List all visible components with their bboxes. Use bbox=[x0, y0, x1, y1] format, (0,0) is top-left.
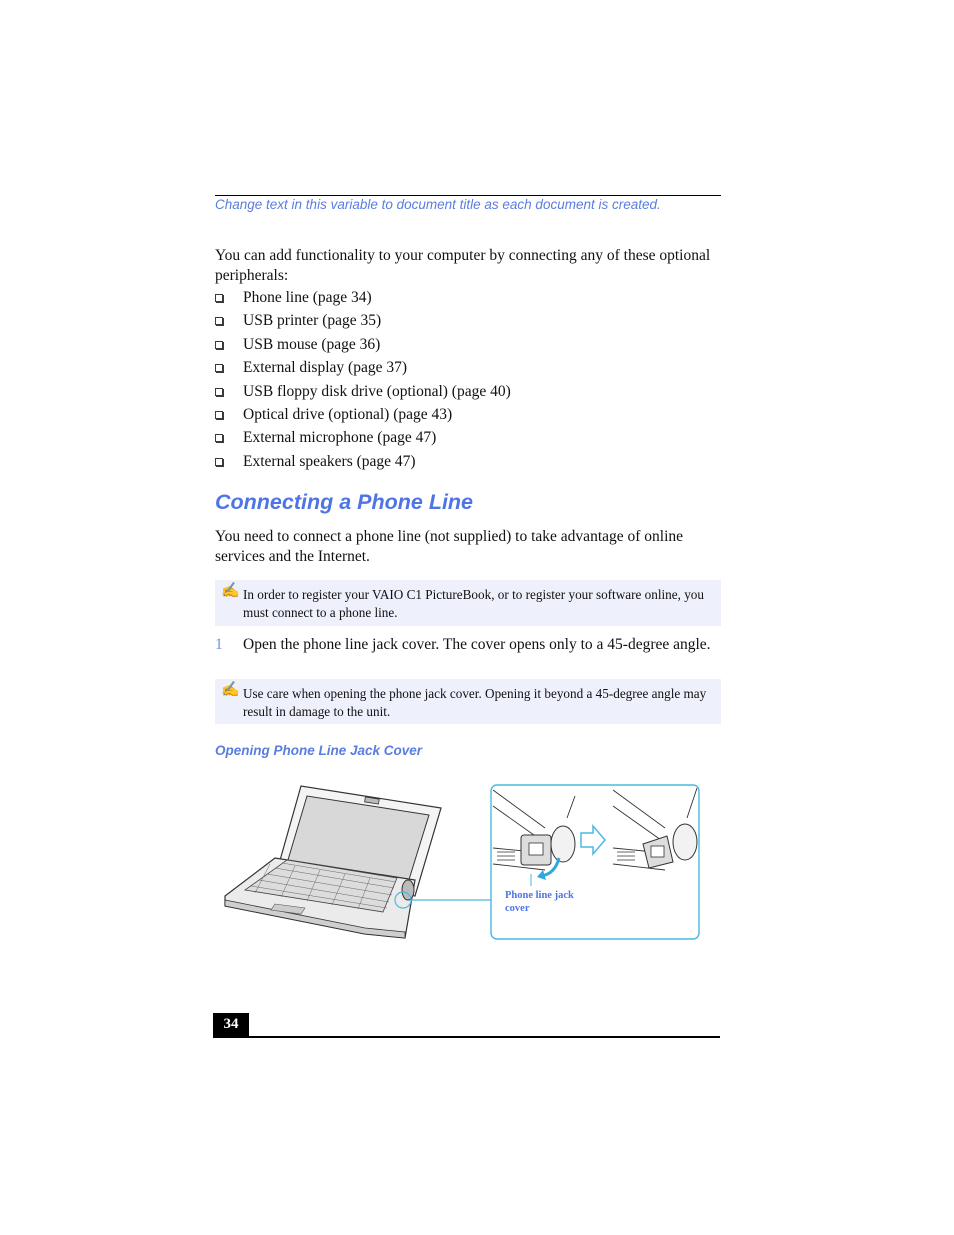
figure-phone-jack bbox=[215, 778, 715, 948]
bullet-box-icon bbox=[215, 317, 223, 325]
note-text: Use care when opening the phone jack cover. Opening it beyond a 45-degree angle may result in damage to the unit. bbox=[243, 686, 707, 719]
bullet-box-icon bbox=[215, 434, 223, 442]
bullet-box-icon bbox=[215, 411, 223, 419]
note-box bbox=[215, 580, 721, 626]
footer-rule bbox=[213, 1036, 720, 1038]
laptop-illustration bbox=[215, 778, 715, 948]
step-number: 1 bbox=[215, 636, 223, 653]
note-box-caution bbox=[215, 679, 721, 724]
header-rule bbox=[215, 195, 721, 196]
section-heading: Connecting a Phone Line bbox=[215, 490, 474, 514]
bullet-box-icon bbox=[215, 458, 223, 466]
running-title: Change text in this variable to document title as each document is created. bbox=[215, 197, 661, 212]
bullet-box-icon bbox=[215, 341, 223, 349]
step-text: Open the phone line jack cover. The cover opens only to a 45-degree angle. bbox=[243, 636, 711, 653]
section-body: You need to connect a phone line (not supplied) to take advantage of online services and the Internet. bbox=[215, 528, 684, 565]
figure-caption: Opening Phone Line Jack Cover bbox=[215, 743, 423, 758]
bullet-box-icon bbox=[215, 388, 223, 396]
intro-paragraph: You can add functionality to your computer by connecting any of these optional peripherals: bbox=[215, 247, 711, 284]
bullet-box-icon bbox=[215, 364, 223, 372]
bullet-box-icon bbox=[215, 294, 223, 302]
page-number: 34 bbox=[213, 1013, 249, 1036]
pencil-note-icon: ✍ bbox=[221, 682, 240, 698]
figure-label: Phone line jack cover bbox=[505, 890, 574, 914]
note-text: In order to register your VAIO C1 PictureBook, or to register your software online, you must connect to a phone line. bbox=[243, 587, 704, 620]
pencil-note-icon: ✍ bbox=[221, 583, 240, 599]
